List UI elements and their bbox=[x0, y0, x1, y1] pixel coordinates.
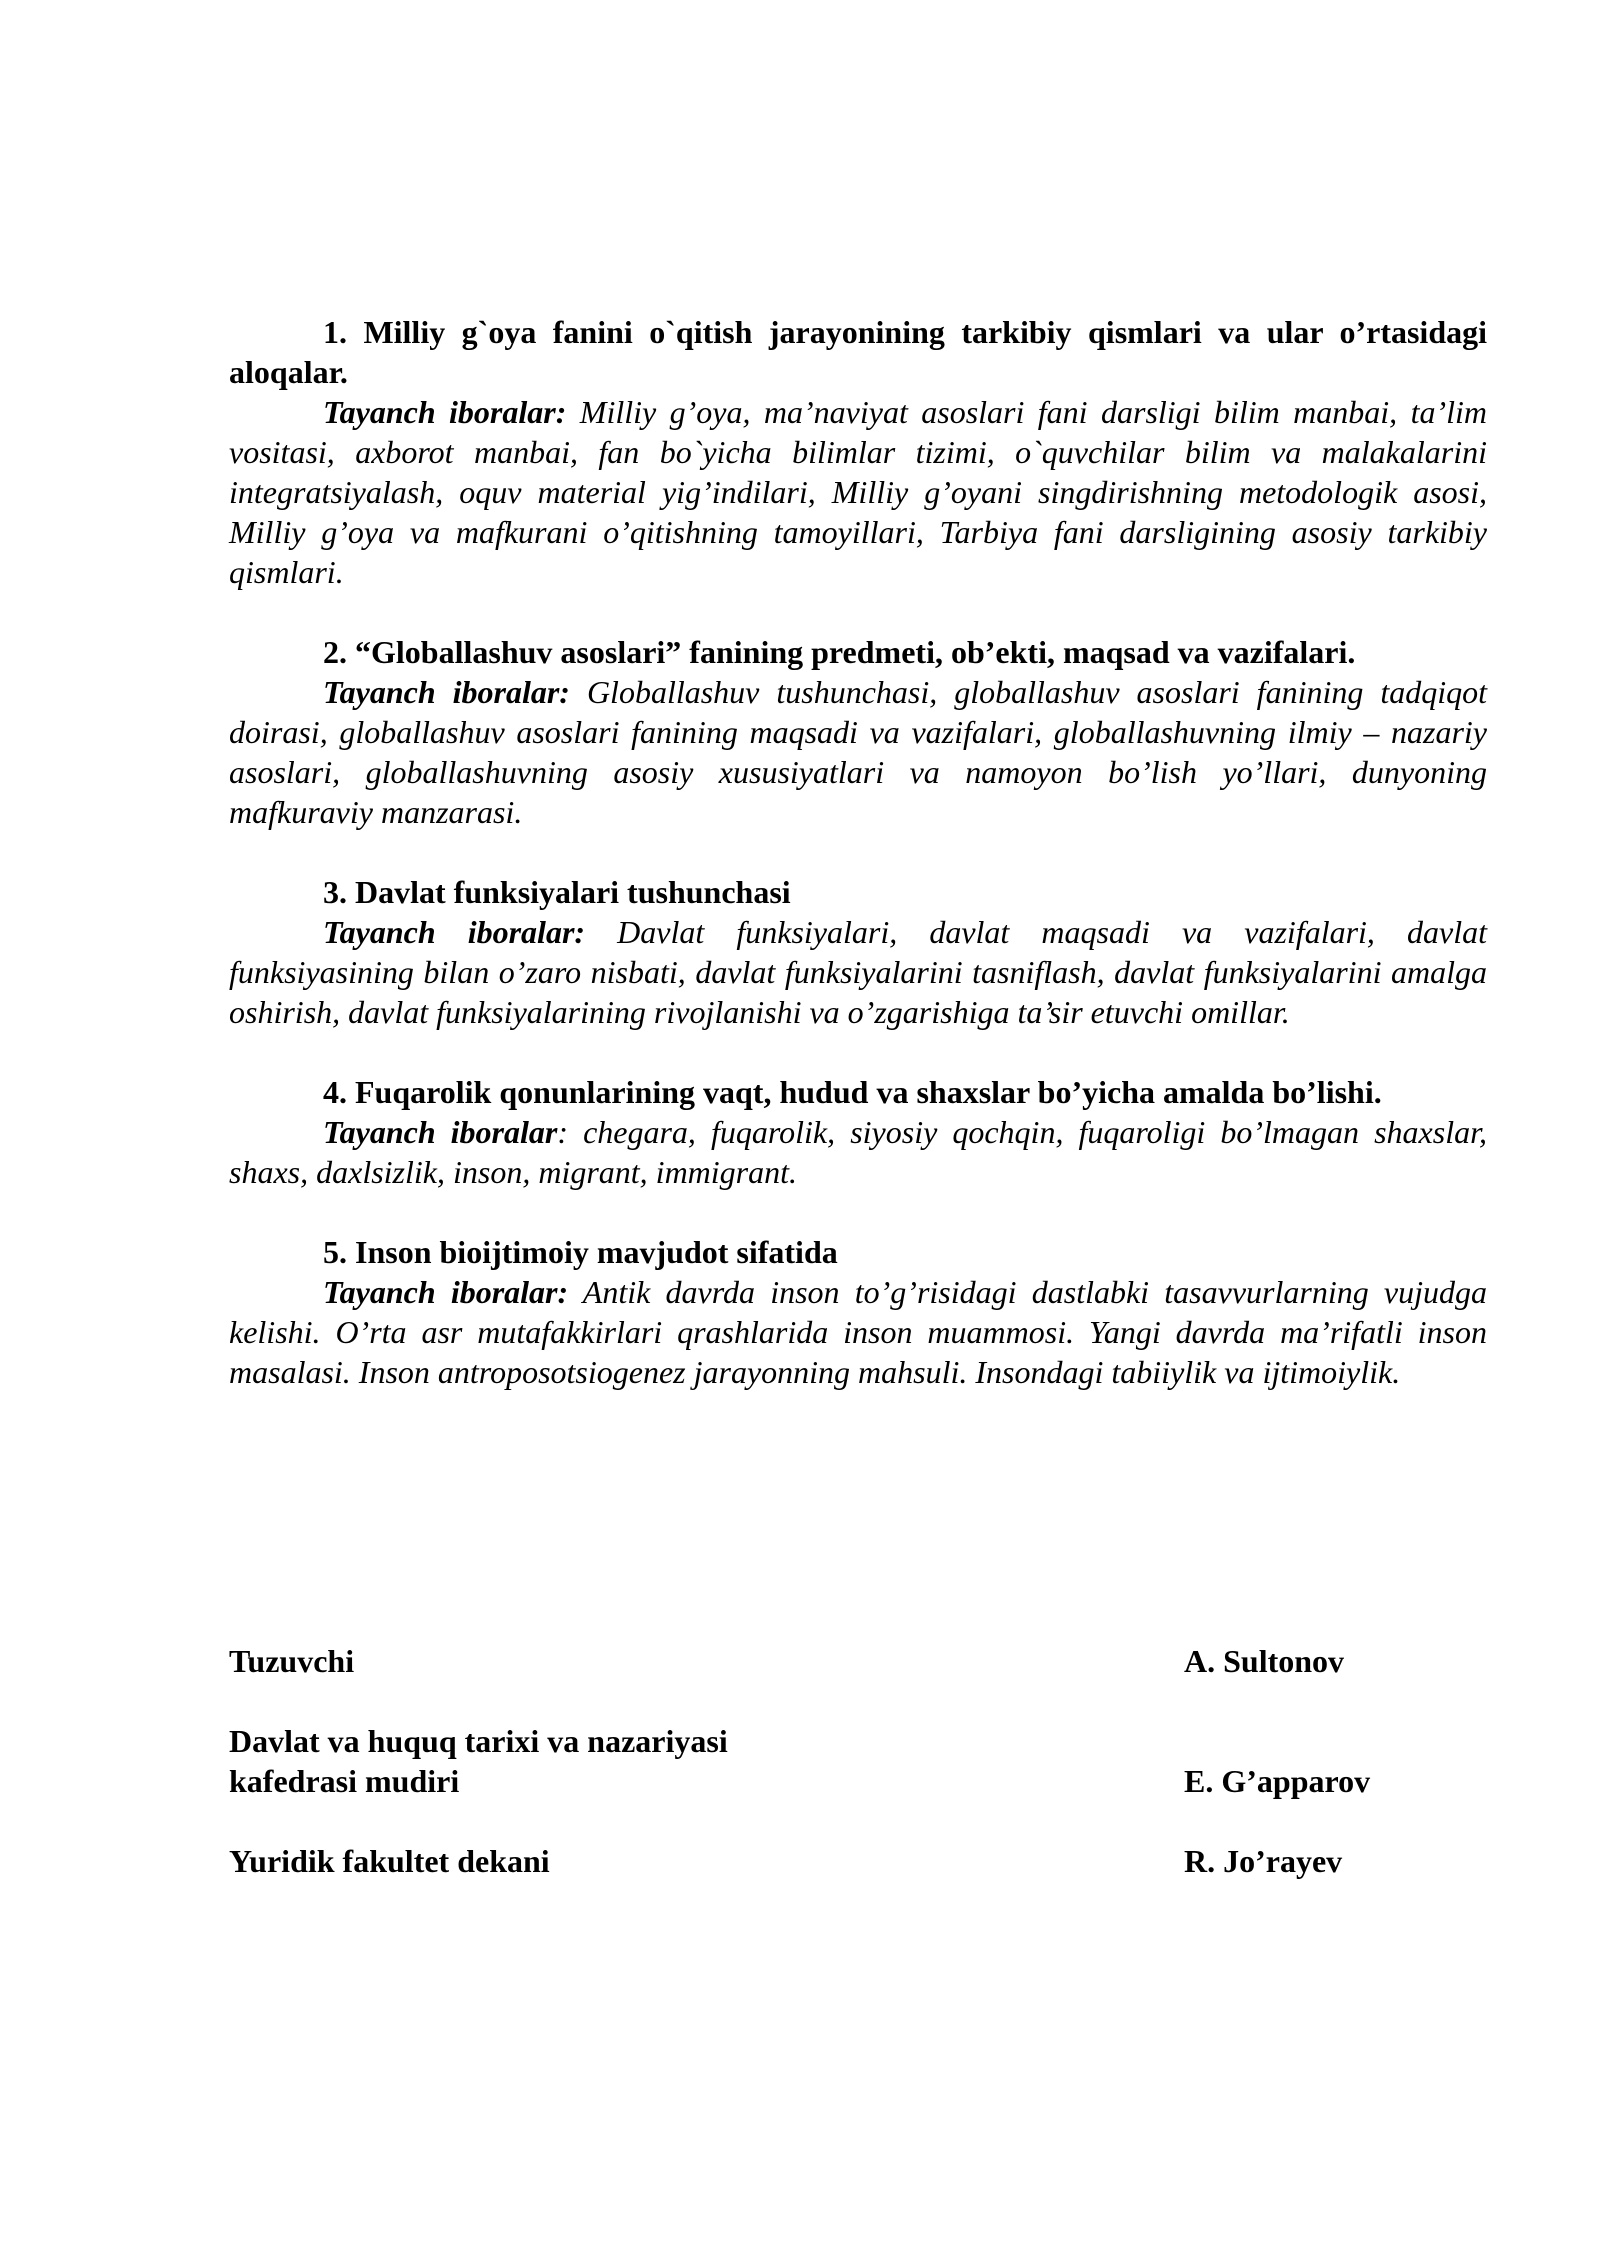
signature-row-compiler bbox=[229, 1641, 1487, 1681]
signer-role-line-1: Davlat va huquq tarixi va nazariyasi bbox=[229, 1723, 728, 1759]
topic-heading: 5. Inson bioijtimoiy mavjudot sifatida bbox=[323, 1234, 838, 1270]
signer-name: A. Sultonov bbox=[1184, 1643, 1345, 1679]
keywords-label: Tayanch iboralar: bbox=[323, 394, 567, 430]
keywords-text: Davlat funksiyalari, davlat maqsadi va vazifalari, davlat funksiyasining bilan o’zaro nisbati, davlat funksiyalarini tasniflash, davlat funksiyalarini amalga oshirish, davlat funksiyalarining rivojlanishi va o’zgarishiga ta’sir etuvchi omillar. bbox=[229, 914, 1488, 1030]
topic-section-5 bbox=[229, 1232, 1487, 1392]
topic-section-2 bbox=[229, 632, 1487, 832]
topic-section-4 bbox=[229, 1072, 1487, 1192]
topic-heading: 1. Milliy g`oya fanini o`qitish jarayonining tarkibiy qismlari va ular o’rtasidagi aloqalar. bbox=[229, 314, 1487, 390]
topic-keywords bbox=[229, 392, 1487, 592]
topic-heading: 3. Davlat funksiyalari tushunchasi bbox=[323, 874, 791, 910]
topic-keywords bbox=[229, 672, 1487, 832]
signer-name: E. G’apparov bbox=[1184, 1763, 1371, 1799]
topics-list bbox=[229, 312, 1487, 1432]
signer-role: Yuridik fakultet dekani bbox=[229, 1843, 550, 1879]
keywords-text: Globallashuv tushunchasi, globallashuv asoslari fanining tadqiqot doirasi, globallashuv asoslari fanining maqsadi va vazifalari, globallashuvning ilmiy – nazariy asoslari, globallashuvning asosiy xususiyatlari va namoyon bo’lish yo’llari, dunyoning mafkuraviy manzarasi. bbox=[229, 674, 1488, 830]
keywords-label: Tayanch iboralar: bbox=[323, 674, 570, 710]
signature-row-dean bbox=[229, 1841, 1487, 1881]
topic-heading: 2. “Globallashuv asoslari” fanining predmeti, ob’ekti, maqsad va vazifalari. bbox=[323, 634, 1356, 670]
topic-keywords bbox=[229, 912, 1487, 1032]
signer-name: R. Jo’rayev bbox=[1184, 1843, 1343, 1879]
signer-role: Tuzuvchi bbox=[229, 1643, 355, 1679]
topic-section-3 bbox=[229, 872, 1487, 1032]
keywords-label: Tayanch iboralar: bbox=[323, 1274, 569, 1310]
keywords-text: Antik davrda inson to’g’risidagi dastlabki tasavvurlarning vujudga kelishi. O’rta asr mutafakkirlari qrashlarida inson muammosi. Yangi davrda ma’rifatli inson masalasi. Inson antroposotsiogenez jarayonning mahsuli. Insondagi tabiiylik va ijtimoiylik. bbox=[229, 1274, 1488, 1390]
keywords-label: Tayanch iboralar: bbox=[323, 914, 586, 950]
signer-role-line-2: kafedrasi mudiri bbox=[229, 1763, 460, 1799]
topic-section-1 bbox=[229, 312, 1487, 592]
signature-block bbox=[229, 1641, 1487, 1881]
topic-keywords bbox=[229, 1272, 1487, 1392]
keywords-label: Tayanch iboralar bbox=[323, 1114, 558, 1150]
signature-row-head bbox=[229, 1721, 1487, 1801]
keywords-text: Milliy g’oya, ma’naviyat asoslari fani darsligi bilim manbai, ta’lim vositasi, axborot manbai, fan bo`yicha bilimlar tizimi, o`quvchilar bilim va malakalarini integratsiyalash, oquv material yig’indilari, Milliy g’oyani singdirishning metodologik asosi, Milliy g’oya va mafkurani o’qitishning tamoyillari, Tarbiya fani darsligining asosiy tarkibiy qismlari. bbox=[229, 394, 1488, 590]
topic-heading: 4. Fuqarolik qonunlarining vaqt, hudud va shaxslar bo’yicha amalda bo’lishi. bbox=[323, 1074, 1382, 1110]
topic-keywords bbox=[229, 1112, 1487, 1192]
keywords-text: : chegara, fuqarolik, siyosiy qochqin, fuqaroligi bo’lmagan shaxslar, shaxs, daxlsizlik, inson, migrant, immigrant. bbox=[229, 1114, 1488, 1190]
